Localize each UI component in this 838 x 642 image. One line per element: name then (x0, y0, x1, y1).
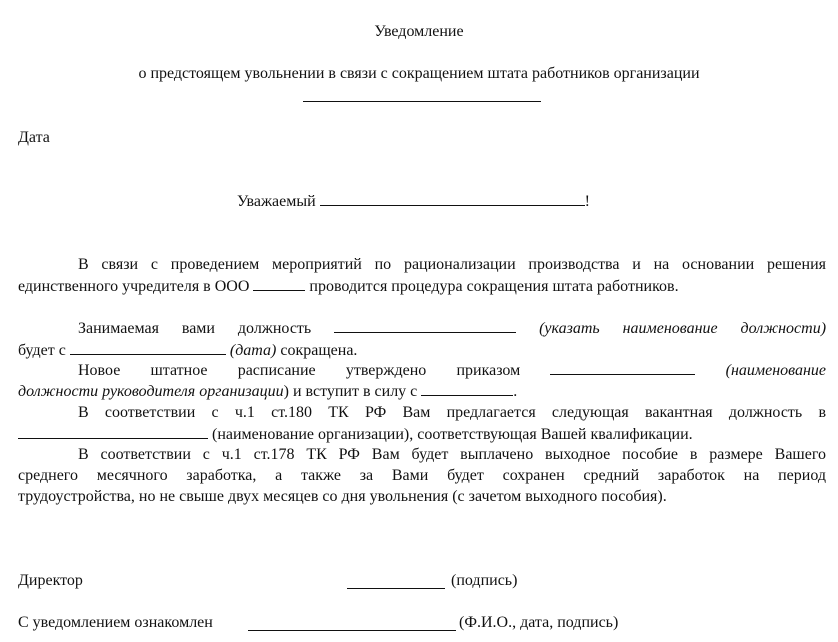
document-subtitle: о предстоящем увольнении в связи с сокращением штата работников организации (138, 65, 700, 82)
reduction-date-blank (70, 340, 226, 355)
order-blank (550, 360, 695, 375)
director-signature-blank (347, 588, 445, 589)
para4-line2: (наименование организации), соответствующая Вашей квалификации. (18, 424, 693, 445)
acknowledgement-hint: (Ф.И.О., дата, подпись) (459, 614, 619, 631)
date-label: Дата (18, 129, 50, 146)
greeting-suffix: ! (584, 193, 590, 210)
para2-line2: будет с (дата) сокращена. (18, 342, 358, 359)
acknowledgement-signature-blank (248, 630, 456, 631)
addressee-name-blank (320, 191, 585, 206)
llc-name-blank (253, 276, 305, 291)
greeting-prefix: Уважаемый (237, 193, 316, 210)
para2-line1: Занимаемая вами должность (указать наименование должности) (78, 320, 827, 337)
organization-name-blank (303, 101, 541, 102)
position-blank (334, 318, 516, 333)
director-signature-hint: (подпись) (451, 572, 518, 589)
director-label: Директор (18, 572, 83, 589)
acknowledgement-label: С уведомлением ознакомлен (18, 614, 213, 631)
para1-line1: В связи с проведением мероприятий по рационализации производства и на основании решения (78, 256, 826, 273)
effective-date-blank (421, 381, 513, 396)
para5-line2: среднего месячного заработка, а также за Вами будет сохранен средний заработок на период (18, 467, 826, 484)
para3-line1: Новое штатное расписание утверждено приказом (наименование (78, 362, 827, 379)
para5-line1: В соответствии с ч.1 ст.178 ТК РФ Вам будет выплачено выходное пособие в размере Вашего (78, 446, 826, 463)
para5-line3: трудоустройства, но не свыше двух месяцев со дня увольнения (с зачетом выходного пособия). (18, 488, 667, 505)
vacancy-org-blank (18, 424, 208, 439)
para3-line2: должности руководителя организации) и вступит в силу с . (18, 383, 518, 400)
para1-line2: единственного учредителя в ООО проводится процедура сокращения штата работников. (18, 278, 679, 295)
document-title: Уведомление (374, 23, 464, 40)
greeting (237, 191, 590, 212)
para4-line1: В соответствии с ч.1 ст.180 ТК РФ Вам предлагается следующая вакантная должность в (78, 404, 826, 421)
